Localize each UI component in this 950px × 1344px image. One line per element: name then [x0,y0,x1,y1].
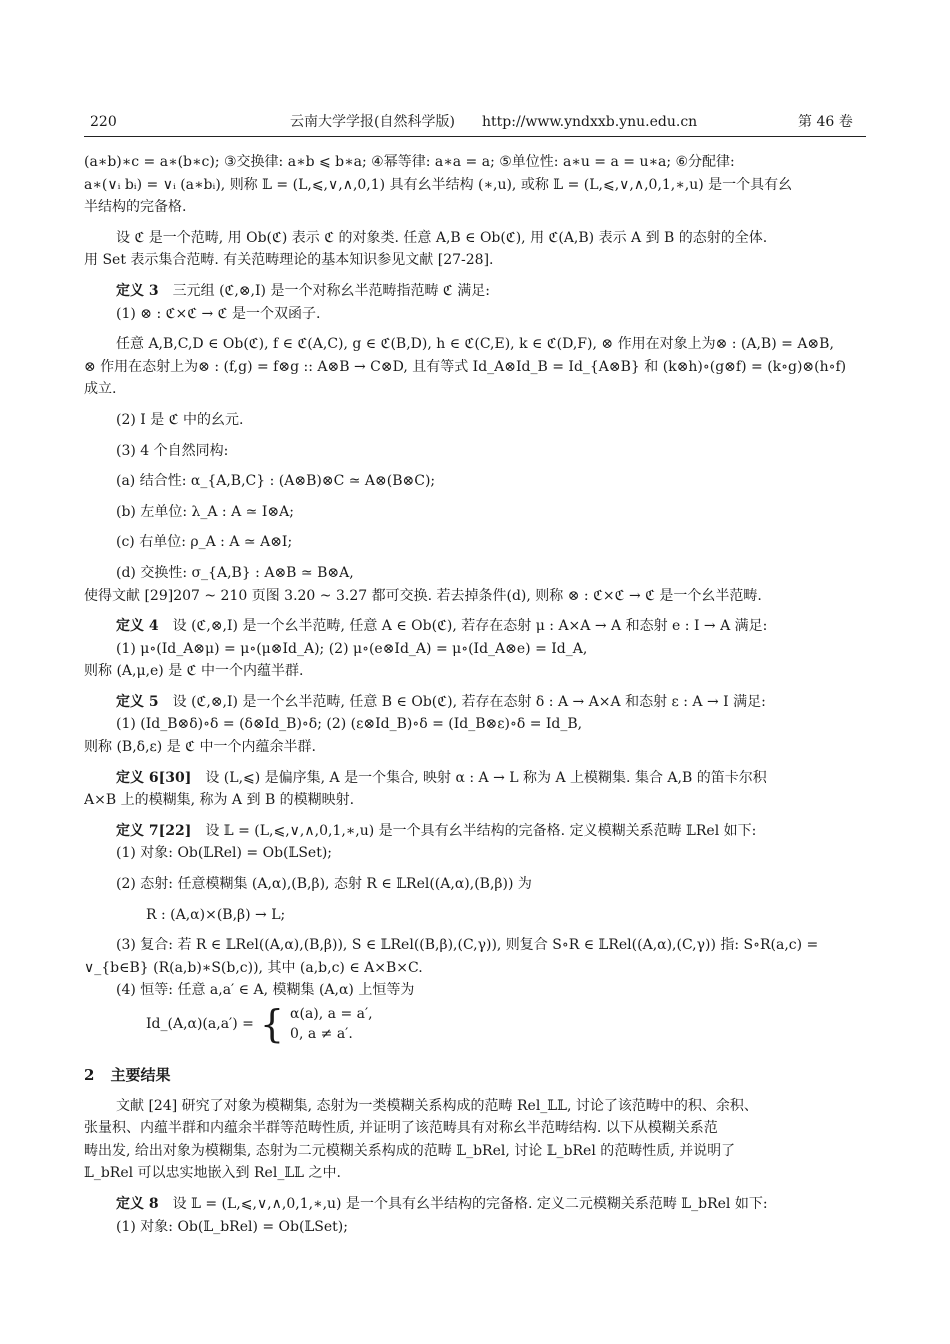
paragraph-line: 𝕃_bRel 可以忠实地嵌入到 Rel_𝕃𝕃 之中. [84,1165,341,1182]
text-line: (a) 结合性: α_{A,B,C} : (A⊗B)⊗C ≃ A⊗(B⊗C); [116,473,436,490]
text-line: (2) I 是 ℭ 中的幺元. [116,411,244,428]
text-line: A×B 上的模糊集, 称为 A 到 B 的模糊映射. [84,792,355,809]
definition-term: 定义 5 [116,693,159,710]
definition-text: 设 𝕃 = (L,⩽,∨,∧,0,1,∗,u) 是一个具有幺半结构的完备格. 定义二元模糊关系范畴 𝕃_bRel 如下: [172,1195,768,1212]
text-line: (1) ⊗ : ℭ×ℭ → ℭ 是一个双函子. [116,305,321,322]
paragraph-line: 设 ℭ 是一个范畴, 用 Ob(ℭ) 表示 ℭ 的对象类. 任意 A,B ∈ Ob(ℭ), 用 ℭ(A,B) 表示 A 到 B 的态射的全体. [116,229,768,246]
text-line: 则称 (A,μ,e) 是 ℭ 中一个内蕴半群. [84,663,304,680]
definition-text: 设 𝕃 = (L,⩽,∨,∧,0,1,∗,u) 是一个具有幺半结构的完备格. 定义模糊关系范畴 𝕃Rel 如下: [205,822,757,839]
definition-text: 设 (ℭ,⊗,I) 是一个幺半范畴, 任意 B ∈ Ob(ℭ), 若存在态射 δ : A → A×A 和态射 ε : A → I 满足: [172,693,766,710]
section-title: 主要结果 [110,1066,171,1084]
text-line: (a∗b)∗c = a∗(b∗c); ③交换律: a∗b ⩽ b∗a; ④幂等律: a∗a = a; ⑤单位性: a∗u = a = u∗a; ⑥分配律: [84,154,735,170]
paragraph-line: 张量积、内蕴半群和内蕴余半群等范畴性质, 并证明了该范畴具有对称幺半范畴结构. 以下从模糊关系范 [84,1120,718,1137]
header-rule [84,136,866,137]
journal-name: 云南大学学报(自然科学版) [290,114,455,130]
text-line: (1) μ∘(Id_A⊗μ) = μ∘(μ⊗Id_A); (2) μ∘(e⊗Id_A) = μ∘(Id_A⊗e) = Id_A, [116,640,588,657]
definition-6 [84,767,866,790]
left-brace-icon: { [259,1002,285,1046]
definition-term: 定义 4 [116,618,159,635]
section-number: 2 [84,1066,95,1084]
definition-term: 定义 3 [116,282,159,299]
text-line: (d) 交换性: σ_{A,B} : A⊗B ≃ B⊗A, [116,564,354,581]
text-line: (c) 右单位: ρ_A : A ≃ A⊗I; [116,534,293,551]
case-row: 0, a ≠ a′. [290,1026,353,1042]
text-line: (3) 复合: 若 R ∈ 𝕃Rel((A,α),(B,β)), S ∈ 𝕃Rel((B,β),(C,γ)), 则复合 S∘R ∈ 𝕃Rel((A,α),(C,γ)) 指: S∘R(a,c) = [116,937,819,954]
volume: 第 46 卷 [798,114,853,130]
text-line: (2) 态射: 任意模糊集 (A,α),(B,β), 态射 R ∈ 𝕃Rel((A,α),(B,β)) 为 [116,876,532,893]
text-line: ⊗ 作用在态射上为⊗ : (f,g) = f⊗g :: A⊗B → C⊗D, 且有等式 Id_A⊗Id_B = Id_{A⊗B} 和 (k⊗h)∘(g⊗f) = (k∘g)⊗(h∘f) [84,358,847,375]
text-line: ∨_{b∈B} (R(a,b)∗S(b,c)), 其中 (a,b,c) ∈ A×B×C. [84,959,423,976]
section-heading [84,1064,866,1087]
text-line: 任意 A,B,C,D ∈ Ob(ℭ), f ∈ ℭ(A,C), g ∈ ℭ(B,D), h ∈ ℭ(C,E), k ∈ ℭ(D,F), ⊗ 作用在对象上为⊗ : (A,B) = A⊗B, [116,336,834,353]
paragraph-line: 畴出发, 给出对象为模糊集, 态射为二元模糊关系构成的范畴 𝕃_bRel, 讨论 𝕃_bRel 的范畴性质, 并说明了 [84,1142,736,1159]
page-number: 220 [90,114,117,130]
text-line: 成立. [84,381,117,398]
text-line: 使得文献 [29]207 ~ 210 页图 3.20 ~ 3.27 都可交换. 若去掉条件(d), 则称 ⊗ : ℭ×ℭ → ℭ 是一个幺半范畴. [84,587,762,604]
identity-formula [84,1002,866,1046]
definition-text: 三元组 (ℭ,⊗,I) 是一个对称幺半范畴指范畴 ℭ 满足: [172,282,490,299]
formula-lhs: Id_(A,α)(a,a′) = [146,1015,254,1032]
text-line: (4) 恒等: 任意 a,a′ ∈ A, 模糊集 (A,α) 上恒等为 [116,982,415,999]
definition-term: 定义 8 [116,1195,159,1212]
definition-4 [84,615,866,638]
definition-term: 定义 6[30] [116,769,192,786]
text-line: a∗(∨ᵢ bᵢ) = ∨ᵢ (a∗bᵢ), 则称 𝕃 = (L,⩽,∨,∧,0,1) 具有幺半结构 (∗,u), 或称 𝕃 = (L,⩽,∨,∧,0,1,∗,u) 是一个具有幺 [84,176,793,193]
text-line: (b) 左单位: λ_A : A ≃ I⊗A; [116,503,294,520]
text-line: (1) 对象: Ob(𝕃_bRel) = Ob(𝕃Set); [116,1218,348,1235]
case-row: α(a), a = a′, [290,1006,373,1022]
definition-text: 设 (ℭ,⊗,I) 是一个幺半范畴, 任意 A ∈ Ob(ℭ), 若存在态射 μ : A×A → A 和态射 e : I → A 满足: [172,618,768,635]
paragraph-line: 用 Set 表示集合范畴. 有关范畴理论的基本知识参见文献 [27-28]. [84,252,494,269]
definition-8 [84,1193,866,1216]
text-line: (3) 4 个自然同构: [116,442,229,459]
journal-url[interactable]: http://www.yndxxb.ynu.edu.cn [482,114,698,130]
definition-7 [84,820,866,843]
text-line: 半结构的完备格. [84,199,187,216]
formula: R : (A,α)×(B,β) → L; [146,906,286,923]
page-body [84,151,866,1238]
paragraph-line: 文献 [24] 研究了对象为模糊集, 态射为一类模糊关系构成的范畴 Rel_𝕃𝕃, 讨论了该范畴中的积、余积、 [116,1097,758,1114]
definition-text: 设 (L,⩽) 是偏序集, A 是一个集合, 映射 α : A → L 称为 A 上模糊集. 集合 A,B 的笛卡尔积 [205,769,767,786]
definition-3 [84,280,866,303]
definition-term: 定义 7[22] [116,822,192,839]
text-line: (1) (Id_B⊗δ)∘δ = (δ⊗Id_B)∘δ; (2) (ε⊗Id_B)∘δ = (Id_B⊗ε)∘δ = Id_B, [116,716,583,733]
definition-5 [84,691,866,714]
text-line: 则称 (B,δ,ε) 是 ℭ 中一个内蕴余半群. [84,739,316,756]
text-line: (1) 对象: Ob(𝕃Rel) = Ob(𝕃Set); [116,845,333,862]
